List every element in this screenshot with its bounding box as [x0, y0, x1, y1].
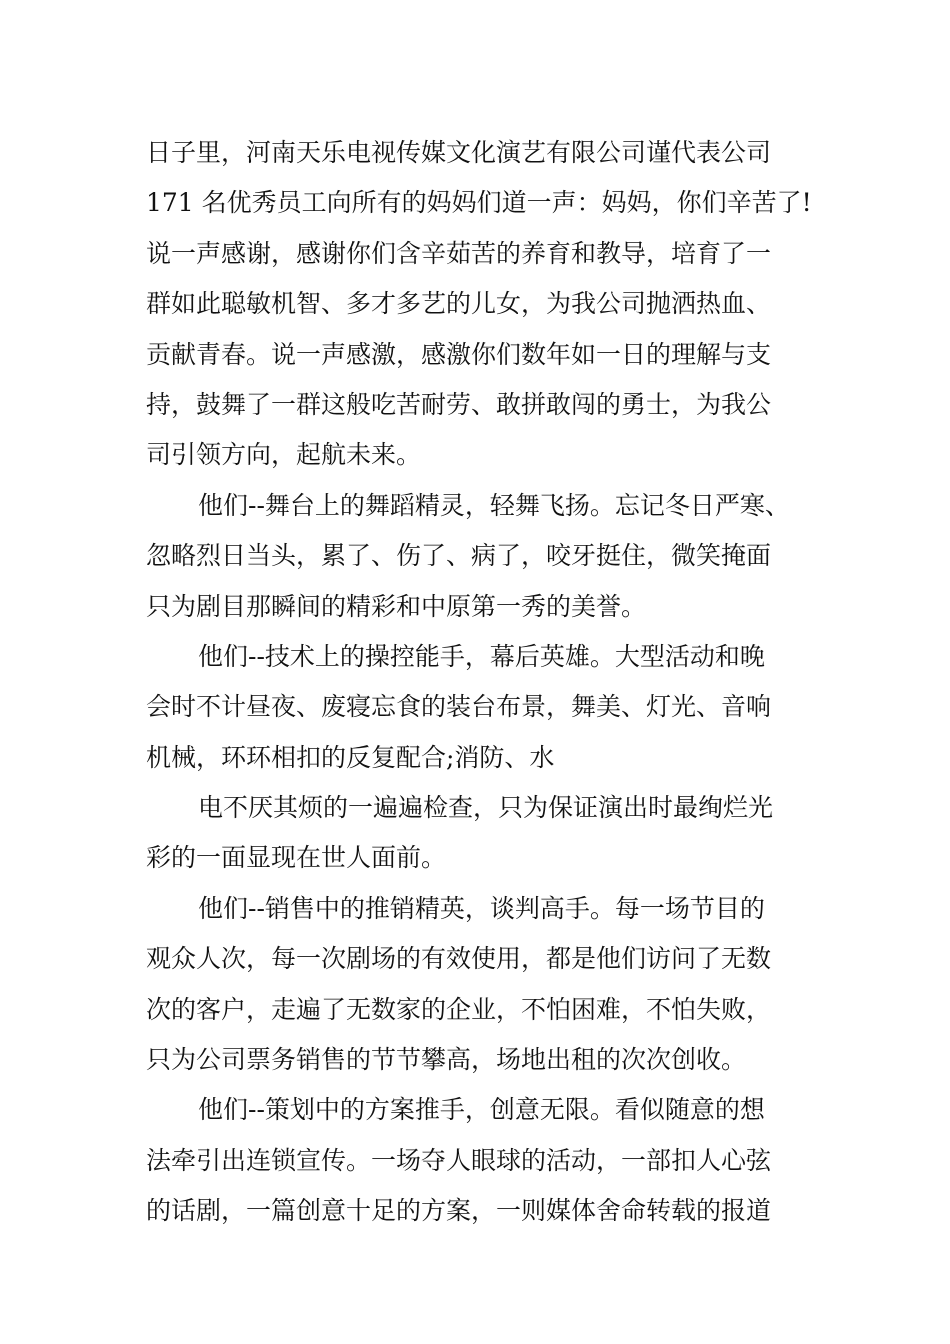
text-line: 持，鼓舞了一群这般吃苦耐劳、敢拼敢闯的勇士，为我公	[146, 389, 772, 419]
text-line: 司引领方向，起航未来。	[146, 440, 422, 470]
text-line: 次的客户，走遍了无数家的企业，不怕困难，不怕失败，	[146, 994, 772, 1024]
text-line: 只为公司票务销售的节节攀高，场地出租的次次创收。	[146, 1045, 747, 1075]
text-line: 说一声感谢，感谢你们含辛茹苦的养育和教导，培育了一	[146, 238, 772, 268]
text-line: 彩的一面显现在世人面前。	[146, 843, 447, 873]
text-line: 观众人次，每一次剧场的有效使用，都是他们访问了无数	[146, 944, 772, 974]
paragraph-first-line: 他们--舞台上的舞蹈精灵，轻舞飞扬。忘记冬日严寒、	[198, 490, 790, 520]
text-line: 忽略烈日当头，累了、伤了、病了，咬牙挺住，微笑掩面	[146, 541, 772, 571]
paragraph-first-line: 电不厌其烦的一遍遍检查，只为保证演出时最绚烂光	[198, 793, 774, 823]
text-line: 171 名优秀员工向所有的妈妈们道一声：妈妈，你们辛苦了!	[146, 188, 812, 218]
paragraph-first-line: 他们--销售中的推销精英，谈判高手。每一场节目的	[198, 893, 765, 923]
document-body	[146, 128, 836, 1237]
paragraph-first-line: 他们--策划中的方案推手，创意无限。看似随意的想	[198, 1095, 765, 1125]
text-line: 只为剧目那瞬间的精彩和中原第一秀的美誉。	[146, 591, 647, 621]
text-line: 贡献青春。说一声感激，感激你们数年如一日的理解与支	[146, 339, 772, 369]
text-line: 法牵引出连锁宣传。一场夺人眼球的活动，一部扣人心弦	[146, 1145, 772, 1175]
text-line: 的话剧，一篇创意十足的方案，一则媒体舍命转载的报道	[146, 1196, 772, 1226]
text-line: 日子里，河南天乐电视传媒文化演艺有限公司谨代表公司	[146, 138, 772, 167]
text-line: 机械，环环相扣的反复配合;消防、水	[146, 742, 555, 772]
text-line: 会时不计昼夜、废寝忘食的装台布景，舞美、灯光、音响	[146, 692, 772, 722]
text-line: 群如此聪敏机智、多才多艺的儿女，为我公司抛洒热血、	[146, 289, 772, 319]
paragraph-first-line: 他们--技术上的操控能手，幕后英雄。大型活动和晚	[198, 641, 765, 671]
